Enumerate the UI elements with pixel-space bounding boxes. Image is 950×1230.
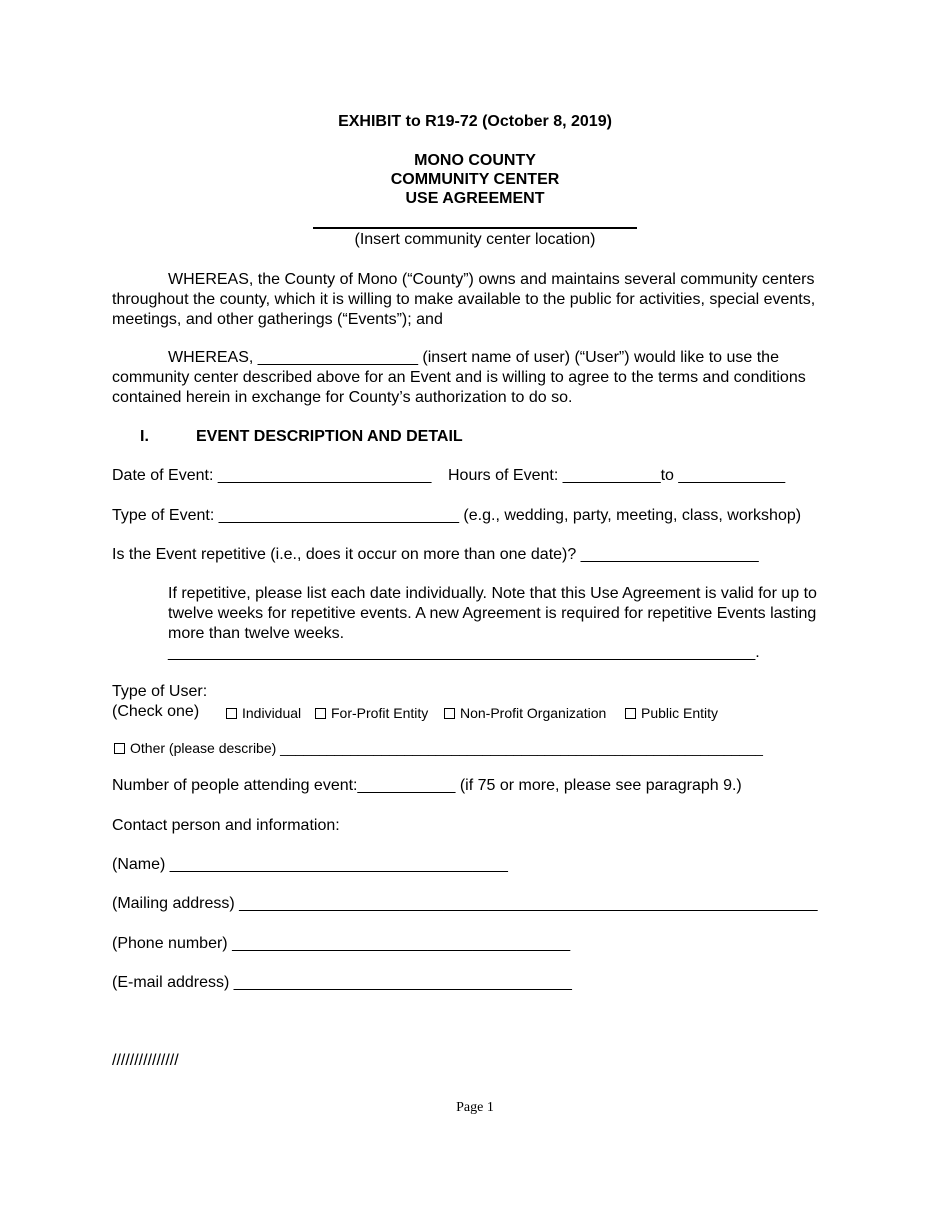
exhibit-reference: EXHIBIT to R19-72 (October 8, 2019): [338, 113, 612, 130]
option-label: Individual: [242, 705, 302, 721]
whereas-paragraph-2: WHEREAS, __________________ (insert name of user) (“User”) would like to use the community center described above for an Event and is willing to agree to the terms and conditions contained herein in exchange for County’s authorization to do so.: [112, 349, 806, 406]
email-address-field[interactable]: (E-mail address) ______________________________________: [112, 974, 572, 991]
hours-of-event-field[interactable]: Hours of Event: ___________to ____________: [448, 467, 786, 484]
user-option-other[interactable]: [114, 739, 763, 757]
contact-heading: Contact person and information:: [112, 817, 340, 834]
repetitive-dates-line[interactable]: __________________________________________________________________.: [168, 644, 760, 661]
checkbox-icon[interactable]: [315, 708, 326, 719]
whereas-paragraph-1: WHEREAS, the County of Mono (“County”) owns and maintains several community centers throughout the county, which it is willing to make available to the public for activities, special events, meetings, and other gatherings (“Events”); and: [112, 271, 816, 328]
checkbox-icon[interactable]: [444, 708, 455, 719]
date-of-event-field[interactable]: Date of Event: ________________________: [112, 467, 432, 484]
section-heading: EVENT DESCRIPTION AND DETAIL: [196, 428, 463, 445]
checkbox-icon[interactable]: [114, 743, 125, 754]
user-option-non-profit[interactable]: [444, 704, 606, 722]
type-of-user-label: Type of User:: [112, 683, 208, 700]
repetitive-note: If repetitive, please list each date individually. Note that this Use Agreement is valid for up to twelve weeks for repetitive events. A new Agreement is required for repetitive Events lasting more than twelve weeks.: [168, 585, 817, 642]
mailing-address-field[interactable]: (Mailing address) _________________________________________________________________: [112, 895, 818, 912]
title-use-agreement: USE AGREEMENT: [405, 190, 545, 207]
option-label: Other (please describe) ______________________________________________________________: [130, 740, 763, 756]
page-number: Page 1: [456, 1100, 494, 1115]
location-caption: (Insert community center location): [354, 231, 596, 248]
attendance-field[interactable]: Number of people attending event:___________ (if 75 or more, please see paragraph 9.): [112, 777, 742, 794]
checkbox-icon[interactable]: [625, 708, 636, 719]
user-option-individual[interactable]: [226, 704, 301, 722]
option-label: For-Profit Entity: [331, 705, 429, 721]
option-label: Public Entity: [641, 705, 719, 721]
section-number: I.: [140, 428, 149, 445]
repetitive-question-field[interactable]: Is the Event repetitive (i.e., does it occur on more than one date)? ____________________: [112, 546, 759, 563]
title-community-center: COMMUNITY CENTER: [390, 171, 560, 188]
continuation-slashes: ///////////////: [112, 1052, 179, 1069]
location-blank-line[interactable]: [313, 227, 637, 229]
checkbox-icon[interactable]: [226, 708, 237, 719]
user-option-public-entity[interactable]: [625, 704, 718, 722]
user-option-for-profit[interactable]: [315, 704, 428, 722]
phone-number-field[interactable]: (Phone number) ______________________________________: [112, 935, 571, 952]
option-label: Non-Profit Organization: [460, 705, 607, 721]
type-of-event-field[interactable]: Type of Event: ___________________________ (e.g., wedding, party, meeting, class, workshop): [112, 507, 802, 524]
title-county: MONO COUNTY: [414, 152, 536, 169]
check-one-label: (Check one): [112, 703, 200, 720]
contact-name-field[interactable]: (Name) ______________________________________: [112, 856, 508, 873]
